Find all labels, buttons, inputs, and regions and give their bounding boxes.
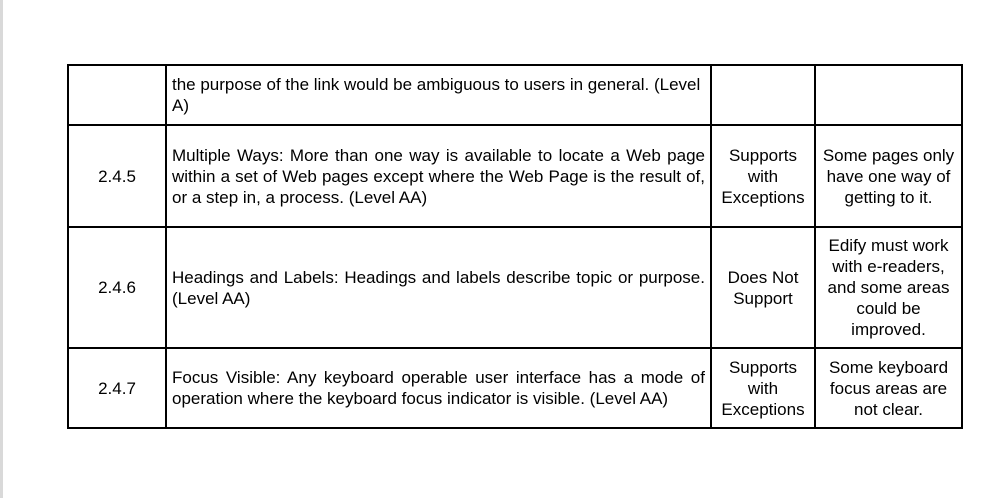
criterion-description-cell: Focus Visible: Any keyboard operable user interface has a mode of operation where the keyboard focus indicator is visible. (Level AA): [166, 348, 711, 428]
criterion-id-cell: [68, 65, 166, 125]
remarks-cell: Some keyboard focus areas are not clear.: [815, 348, 962, 428]
criterion-id-cell: 2.4.6: [68, 227, 166, 348]
criterion-description-cell: Multiple Ways: More than one way is available to locate a Web page within a set of Web pages except where the Web Page is the result of, or a step in, a process. (Level AA): [166, 125, 711, 227]
table-row: [68, 125, 962, 227]
support-level-cell: Supports with Exceptions: [711, 125, 815, 227]
support-level-cell: [711, 65, 815, 125]
table-row: [68, 65, 962, 125]
criterion-id-cell: 2.4.7: [68, 348, 166, 428]
table-row: [68, 348, 962, 428]
table-row: [68, 227, 962, 348]
criterion-description-cell: the purpose of the link would be ambiguous to users in general. (Level A): [166, 65, 711, 125]
support-level-cell: Supports with Exceptions: [711, 348, 815, 428]
criterion-description-cell: Headings and Labels: Headings and labels describe topic or purpose. (Level AA): [166, 227, 711, 348]
remarks-cell: Some pages only have one way of getting to it.: [815, 125, 962, 227]
accessibility-conformance-table: [67, 64, 963, 429]
remarks-cell: Edify must work with e-readers, and some areas could be improved.: [815, 227, 962, 348]
criterion-id-cell: 2.4.5: [68, 125, 166, 227]
remarks-cell: [815, 65, 962, 125]
support-level-cell: Does Not Support: [711, 227, 815, 348]
page-edge-divider: [0, 0, 3, 498]
